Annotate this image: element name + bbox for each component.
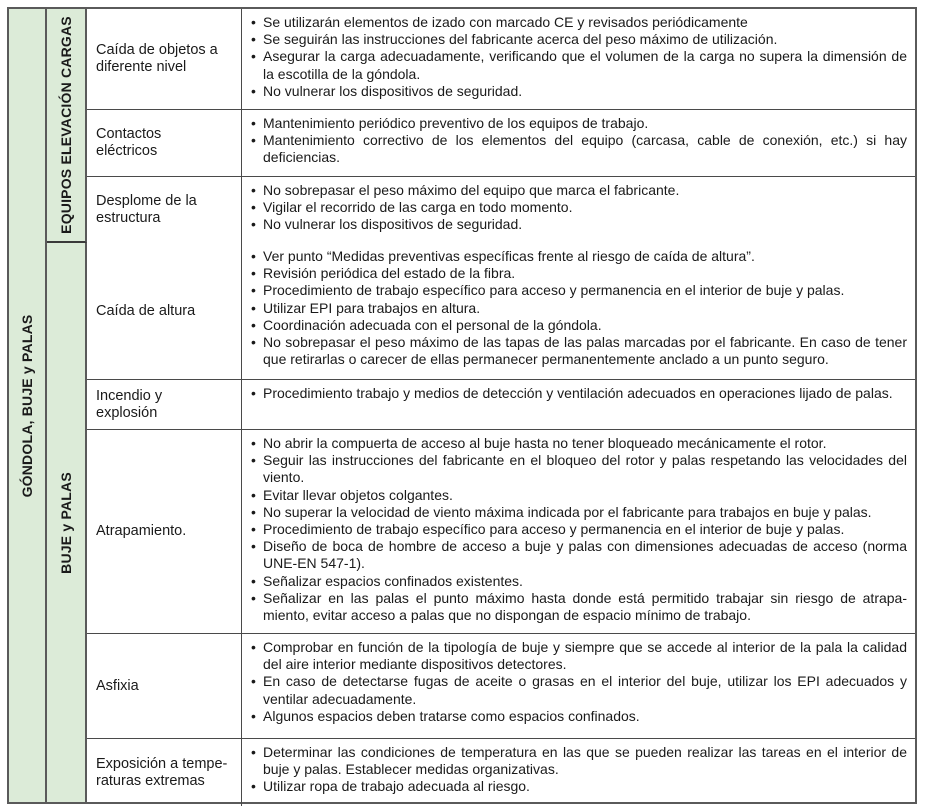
risk-label: Exposición a tempe-raturas extremas	[96, 755, 228, 789]
measure-item: • Evitar llevar objetos colgantes.	[251, 487, 907, 504]
table-row	[87, 380, 915, 430]
risk-cell	[87, 9, 242, 109]
measures-list	[251, 182, 907, 234]
risk-measures-table	[7, 7, 917, 804]
table-row	[87, 430, 915, 634]
measure-item: • Mantenimiento periódico preventivo de los equipos de trabajo.	[251, 115, 907, 132]
risk-cell	[87, 177, 242, 243]
table-row	[87, 634, 915, 739]
measure-item: • Utilizar EPI para trabajos en altura.	[251, 300, 907, 317]
measure-item: • Vigilar el recorrido de las carga en todo momento.	[251, 199, 907, 216]
group-label: BUJE y PALAS	[58, 471, 74, 574]
table-row	[87, 110, 915, 177]
measure-item: • Se seguirán las instrucciones del fabricante acerca del peso máximo de utilización.	[251, 31, 907, 48]
measure-item: • Asegurar la carga adecuadamente, verificando que el volumen de la carga no supera la dimensión de la escotilla de la góndola.	[251, 48, 907, 82]
measure-item: • Comprobar en función de la tipología de buje y siempre que se accede al interior de la pala la calidad del aire interior mediante dispositivos detectores.	[251, 639, 907, 673]
measure-item: • Algunos espacios deben tratarse como espacios confinados.	[251, 708, 907, 725]
risk-cell	[87, 380, 242, 429]
group-label: EQUIPOS ELEVACIÓN CARGAS	[58, 16, 74, 234]
measure-item: • No vulnerar los dispositivos de seguridad.	[251, 216, 907, 233]
measure-item: • Diseño de boca de hombre de acceso a buje y palas con dimensiones adecuadas de acceso (norma UNE-EN 547-1).	[251, 538, 907, 572]
risk-label: Incendio y explosión	[96, 387, 163, 421]
risk-cell	[87, 634, 242, 738]
risk-label: Caída de objetos a diferente nivel	[96, 42, 218, 75]
measures-cell	[242, 430, 915, 633]
measures-list	[251, 435, 907, 624]
risk-label: Desplome de la estructura	[96, 193, 197, 226]
measures-list	[251, 385, 907, 402]
group-header-cell	[47, 243, 87, 802]
measures-list	[251, 248, 907, 368]
measure-item: • Seguir las instrucciones del fabricante en el bloqueo del rotor y palas respetando las velocidades del viento.	[251, 452, 907, 486]
section-header-cell	[9, 9, 47, 802]
risk-cell	[87, 243, 242, 379]
measure-item: • Revisión periódica del estado de la fibra.	[251, 265, 907, 282]
measure-item: • Utilizar ropa de trabajo adecuada al riesgo.	[251, 778, 907, 795]
measure-item: • No sobrepasar el peso máximo del equipo que marca el fabricante.	[251, 182, 907, 199]
measure-item: • Mantenimiento correctivo de los elementos del equipo (carcasa, cable de conexión, etc.) si hay deficiencias.	[251, 132, 907, 166]
measures-cell	[242, 177, 915, 243]
table-row	[87, 243, 915, 380]
table-row	[87, 9, 915, 110]
measures-cell	[242, 739, 915, 806]
measures-list	[251, 14, 907, 100]
measures-cell	[242, 634, 915, 738]
measure-item: • Procedimiento de trabajo específico para acceso y permanencia en el interior de buje y palas.	[251, 521, 907, 538]
table-row	[87, 177, 915, 243]
measure-item: • Señalizar en las palas el punto máximo hasta donde está permitido trabajar sin riesgo de atrapa-miento, evitar acceso a palas que no dispongan de espacio mínimo de trabajo.	[251, 590, 907, 624]
table-row	[87, 739, 915, 806]
measure-item: • No vulnerar los dispositivos de seguridad.	[251, 83, 907, 100]
measures-cell	[242, 110, 915, 176]
measure-item: • No sobrepasar el peso máximo de las tapas de las palas marcadas por el fabricante. En caso de tener que retirarlas o carecer de ellas permanecer permanentemente anclado a un punto seguro.	[251, 334, 907, 368]
risk-label: Caída de altura	[96, 302, 196, 319]
measures-list	[251, 115, 907, 167]
measure-item: • Ver punto “Medidas preventivas específicas frente al riesgo de caída de altura”.	[251, 248, 907, 265]
risk-label: Asfixia	[96, 677, 139, 694]
section-label: GÓNDOLA, BUJE y PALAS	[19, 314, 35, 497]
measures-cell	[242, 243, 915, 379]
measures-cell	[242, 380, 915, 429]
measure-item: • Señalizar espacios confinados existentes.	[251, 573, 907, 590]
measures-list	[251, 744, 907, 796]
group-header-cell	[47, 9, 87, 243]
measure-item: • En caso de detectarse fugas de aceite o grasas en el interior del buje, utilizar los EPI adecuados y ventilar adecuadamente.	[251, 673, 907, 707]
risk-cell	[87, 110, 242, 176]
measure-item: • No superar la velocidad de viento máxima indicada por el fabricante para trabajos en buje y palas.	[251, 504, 907, 521]
measure-item: • Procedimiento de trabajo específico para acceso y permanencia en el interior de buje y palas.	[251, 282, 907, 299]
measure-item: • Se utilizarán elementos de izado con marcado CE y revisados periódicamente	[251, 14, 907, 31]
measure-item: • Determinar las condiciones de temperatura en las que se pueden realizar las tareas en el interior de buje y palas. Establecer medidas organizativas.	[251, 744, 907, 778]
measure-item: • Coordinación adecuada con el personal de la góndola.	[251, 317, 907, 334]
measures-list	[251, 639, 907, 725]
measures-cell	[242, 9, 915, 109]
measure-item: • No abrir la compuerta de acceso al buje hasta no tener bloqueado mecánicamente el rotor.	[251, 435, 907, 452]
measure-item: • Procedimiento trabajo y medios de detección y ventilación adecuados en operaciones lijado de palas.	[251, 385, 907, 402]
risk-label: Atrapamiento.	[96, 523, 187, 539]
risk-cell	[87, 739, 242, 806]
risk-label: Contactos eléctricos	[96, 126, 162, 159]
risk-cell	[87, 430, 242, 633]
